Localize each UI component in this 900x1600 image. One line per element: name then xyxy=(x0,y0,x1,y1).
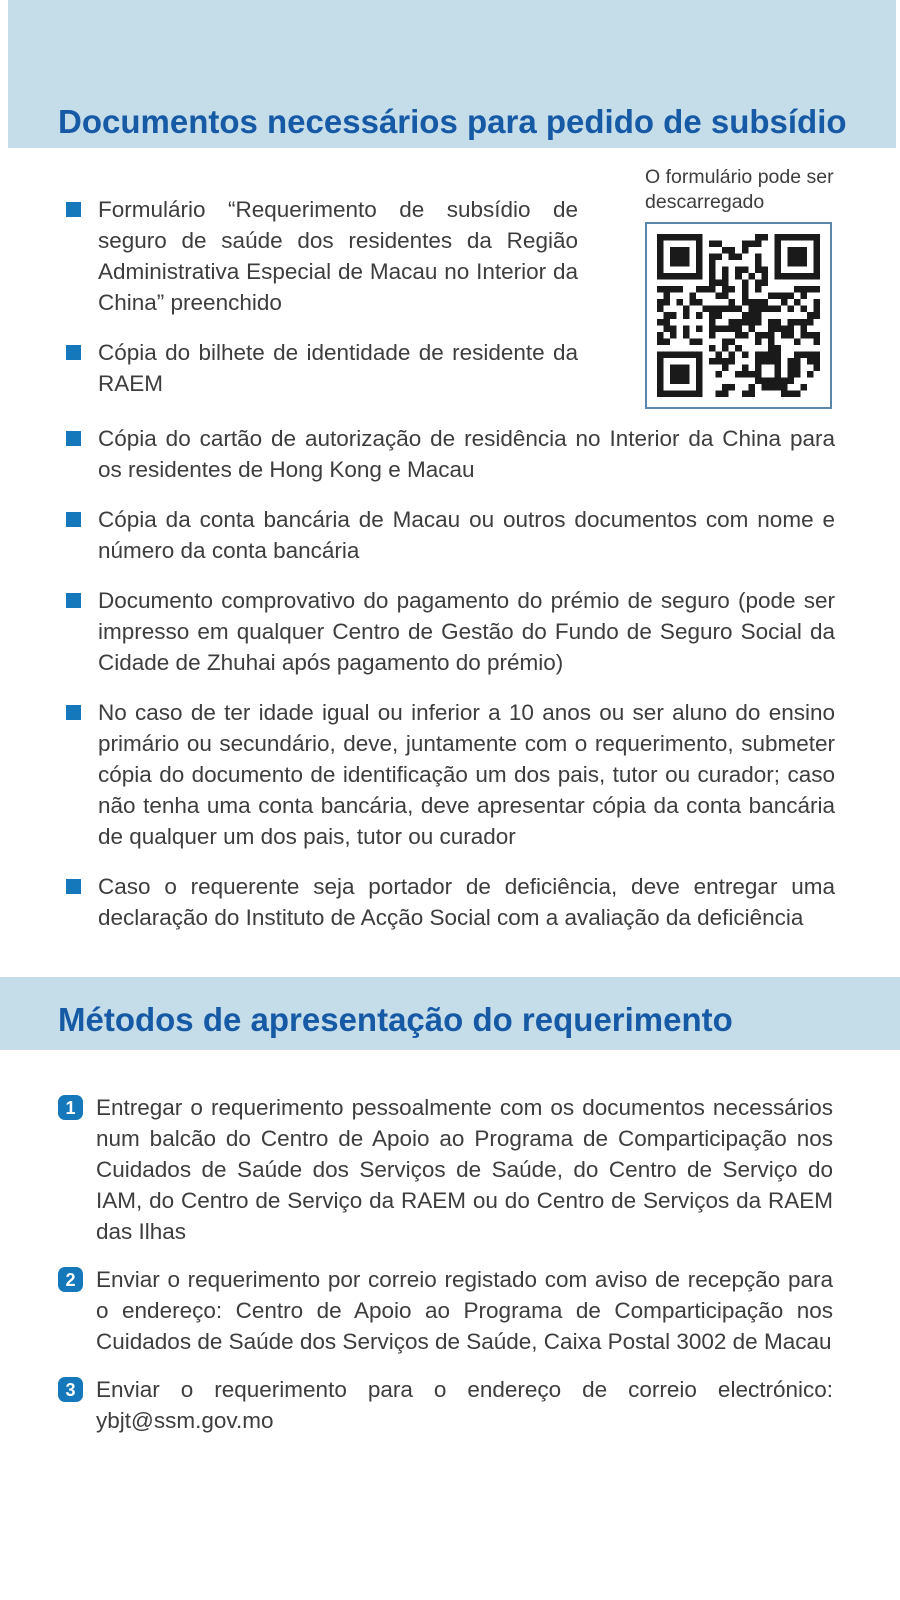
method-text: Entregar o requerimento pessoalmente com os documentos necessários num balcão do Centro de Apoio ao Programa de Comparticipação nos Cuidados de Saúde dos Serviços de Saúde, do Centro de Serviço do IAM, do Centro de Serviço da RAEM ou do Centro de Serviços da RAEM das Ilhas xyxy=(96,1095,833,1244)
documents-section-title: Documentos necessários para pedido de subsídio xyxy=(58,102,847,140)
bullet-text: Cópia da conta bancária de Macau ou outros documentos com nome e número da conta bancária xyxy=(98,507,835,563)
qr-caption: O formulário pode ser descarregado xyxy=(645,166,834,213)
documents-list-wide xyxy=(58,423,835,933)
number-badge: 1 xyxy=(58,1095,83,1120)
bullet-text: Caso o requerente seja portador de deficiência, deve entregar uma declaração do Instituto de Acção Social com a avaliação da deficiência xyxy=(98,874,835,930)
methods-section-header xyxy=(0,977,900,1050)
number-badge: 3 xyxy=(58,1377,83,1402)
list-item xyxy=(58,697,835,852)
documents-list-narrow xyxy=(58,194,578,399)
bullet-square-icon xyxy=(66,512,81,527)
bullet-square-icon xyxy=(66,879,81,894)
list-item xyxy=(58,1264,835,1357)
bullet-square-icon xyxy=(66,345,81,360)
list-item xyxy=(58,504,835,566)
method-text: Enviar o requerimento para o endereço de correio electrónico: ybjt@ssm.gov.mo xyxy=(96,1377,833,1433)
documents-section xyxy=(0,148,900,933)
bullet-text: Documento comprovativo do pagamento do prémio de seguro (pode ser impresso em qualquer Centro de Gestão do Fundo de Seguro Social da Cidade de Zhuhai após pagamento do prémio) xyxy=(98,588,835,675)
documents-section-header xyxy=(8,0,896,148)
list-item xyxy=(58,871,835,933)
number-badge: 2 xyxy=(58,1267,83,1292)
qr-code-icon xyxy=(645,222,832,409)
bullet-square-icon xyxy=(66,705,81,720)
list-item xyxy=(58,1374,835,1436)
list-item xyxy=(58,585,835,678)
bullet-square-icon xyxy=(66,431,81,446)
documents-top-row xyxy=(58,148,835,409)
bullet-text: Cópia do cartão de autorização de residência no Interior da China para os residentes de Hong Kong e Macau xyxy=(98,426,835,482)
list-item xyxy=(58,337,578,399)
bullet-square-icon xyxy=(66,593,81,608)
bullet-text: Cópia do bilhete de identidade de residente da RAEM xyxy=(98,340,578,396)
list-item xyxy=(58,1092,835,1247)
bullet-square-icon xyxy=(66,202,81,217)
qr-block xyxy=(645,165,835,409)
method-text: Enviar o requerimento por correio registado com aviso de recepção para o endereço: Centro de Apoio ao Programa de Comparticipação nos Cuidados de Saúde dos Serviços de Saúde, Caixa Postal 3002 de Macau xyxy=(96,1267,833,1354)
bullet-text: Formulário “Requerimento de subsídio de seguro de saúde dos residentes da Região Administrativa Especial de Macau no Interior da China” preenchido xyxy=(98,197,578,315)
list-item xyxy=(58,423,835,485)
list-item xyxy=(58,194,578,318)
methods-section-title: Métodos de apresentação do requerimento xyxy=(58,1000,733,1038)
bullet-text: No caso de ter idade igual ou inferior a 10 anos ou ser aluno do ensino primário ou secundário, deve, juntamente com o requerimento, submeter cópia do documento de identificação um dos pais, tutor ou curador; caso não tenha uma conta bancária, deve apresentar cópia da conta bancária de qualquer um dos pais, tutor ou curador xyxy=(98,700,835,849)
methods-section xyxy=(0,1092,900,1436)
